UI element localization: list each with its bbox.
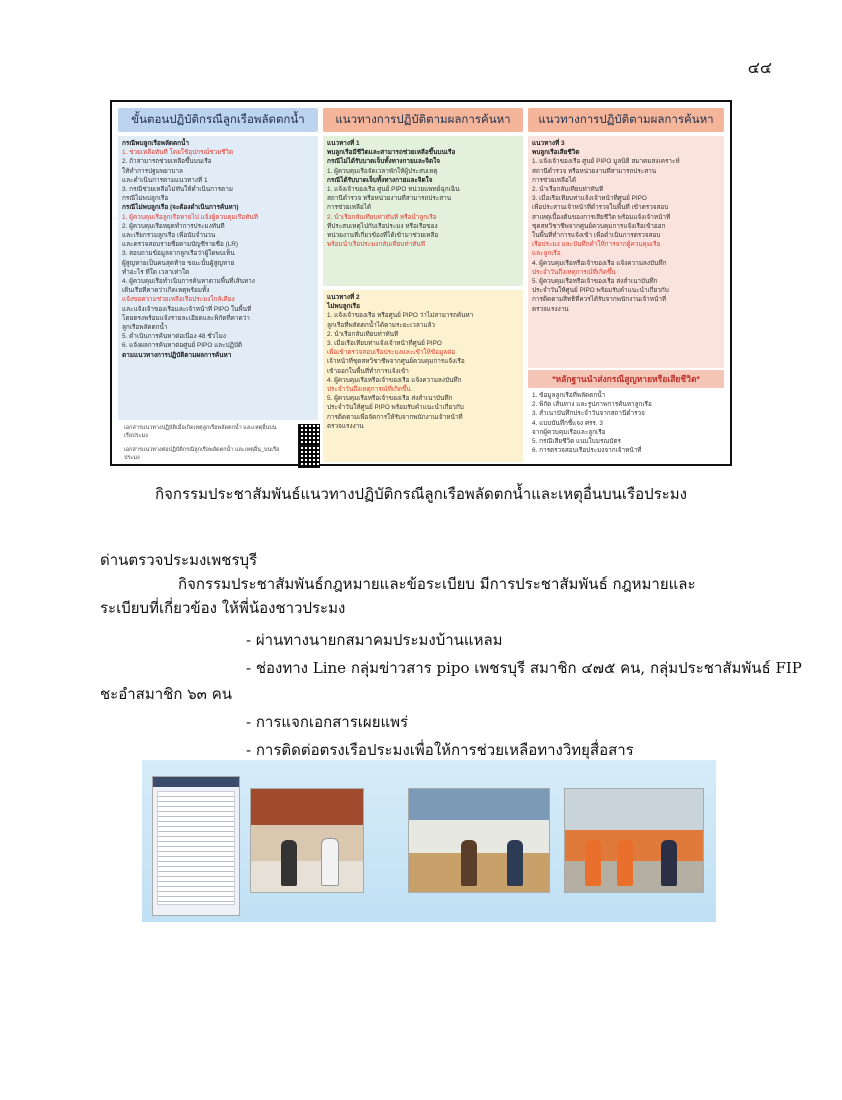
guideline-1-panel — [323, 136, 523, 286]
photo-pier-distribution — [564, 788, 704, 893]
panel-line: พบลูกเรือมีชีวิตและสามารถช่วยเหลือขึ้นบนเรือ — [327, 149, 456, 157]
panel-line: แจ้งขอความช่วยเหลือเรือประมงใกล้เคียง — [122, 296, 235, 304]
panel-line: กรณีได้รับบาดเจ็บทั้งทางกายและจิตใจ — [327, 176, 433, 184]
evidence-item: จากผู้ควบคุมเรือและลูกเรือ — [532, 428, 606, 436]
bullet-item: - ผ่านทางนายกสมาคมประมงบ้านแหลม — [246, 631, 503, 649]
panel-line: 6. แจ้งผลการค้นหาต่อศูนย์ PIPO และปฏิบัติ — [122, 342, 243, 350]
panel-line: หน่วยงานที่เกี่ยวข้องที่ได้เข้ามาช่วยเหลือ — [327, 232, 439, 240]
photo-office-meeting — [408, 788, 550, 893]
results-column-b — [528, 108, 724, 455]
panel-line: ประจำวันให้ศูนย์ PIPO พร้อมรับคำแนะนำเกี่ยวกับ — [532, 287, 669, 295]
panel-line: 1. ช่วยเหลือทันที โดยใช้อุปกรณ์ช่วยชีวิต — [122, 149, 234, 157]
panel-line: 4. ผู้ควบคุมเรือหรือเจ้าของเรือ แจ้งความลงบันทึก — [532, 259, 667, 267]
panel-line: เพื่อประสานเจ้าหน้าที่ตำรวจในพื้นที่ เข้าตรวจสอบ — [532, 204, 669, 212]
section-title: ด่านตรวจประมงเพชรบุรี — [100, 551, 258, 569]
panel-line: 5. ดำเนินการค้นหาต่อเนื่อง 48 ชั่วโมง — [122, 333, 226, 341]
person-figure — [461, 840, 477, 886]
panel-line: พบลูกเรือเสียชีวิต — [532, 149, 580, 157]
panel-line: ชุดสหวิชาชีพจากศูนย์ควบคุมการแจ้งเรือเข้าออก — [532, 222, 666, 230]
panel-line: เพื่อเข้าตรวจสอบเรือประมงและเข้าให้ข้อมูลต่อ — [327, 349, 456, 357]
panel-line: กรณีพบลูกเรือพลัดตกน้ำ — [122, 140, 189, 147]
panel-line: ประจำวันถึงเหตุการณ์ที่เกิดขึ้น — [327, 386, 411, 394]
page-number: ๔๔ — [747, 58, 772, 77]
person-figure — [617, 840, 633, 886]
panel-line: 1. ผู้ควบคุมเรือจัดเวลาพักให้ผู้ประสบเหตุ — [327, 167, 438, 175]
panel-line: ไม่พบลูกเรือ — [327, 303, 360, 311]
bullet-continuation: ชะอำสมาชิก ๖๓ คน — [100, 685, 232, 703]
panel-line: และตรวจสอบรายชื่อตามบัญชีรายชื่อ (LR) — [122, 241, 239, 249]
panel-line: ลูกเรือที่พลัดตกน้ำได้ตามระยะเวลาแล้ว — [327, 321, 435, 329]
panel-line: ในพื้นที่ทำการแจ้งเข้า เพื่อดำเนินการตรวจสอบ — [532, 232, 661, 240]
evidence-item: 4. แบบบันทึกชี้แจง ศรร. 3 — [532, 419, 603, 427]
panel-line: กรณีไม่ได้รับบาดเจ็บทั้งทางกายและจิตใจ — [327, 158, 440, 166]
panel-line: 5. ผู้ควบคุมเรือหรือเจ้าของเรือ ส่งสำเนาบันทึก — [532, 278, 658, 286]
panel-line: 3. กรณีช่วยเหลือไม่ทันให้ดำเนินการตาม — [122, 186, 233, 194]
panel-line: โดยตรงพร้อมแจ้งรายละเอียดและพิกัดที่คาดว่า — [122, 314, 250, 322]
panel-line: แนวทางที่ 1 — [327, 140, 360, 147]
panel-line: 2. ถ้าสามารถช่วยเหลือขึ้นบนเรือ — [122, 158, 212, 166]
panel-line: 3. เมื่อเรือเทียบท่าแจ้งเจ้าหน้าที่ศูนย์ PIPO — [532, 195, 647, 203]
qr-note-text: เอกสารแนวทางปฏิบัติเมื่อเกิดเหตุลูกเรือพลัดตกน้ำ และเหตุอื่นบนเรือประมง — [124, 425, 277, 439]
evidence-item: 5. กรณีเสียชีวิต แนบใบมรณบัตร — [532, 438, 621, 446]
person-figure — [585, 840, 601, 886]
photo-collage — [142, 760, 716, 922]
paragraph: กิจกรรมประชาสัมพันธ์กฎหมายและข้อระเบียบ มีการประชาสัมพันธ์ กฎหมายและระเบียบที่เกี่ยวข้อง ให้พี่น้องชาวประมง — [100, 575, 696, 617]
line-chat-screenshot — [152, 776, 240, 916]
panel-line: ประจำวันให้ศูนย์ PIPO พร้อมรับคำแนะนำเกี่ยวกับ — [327, 404, 464, 412]
panel-line: ลูกเรือพลัดตกน้ำ — [122, 324, 168, 332]
figure-caption: กิจกรรมประชาสัมพันธ์แนวทางปฏิบัติกรณีลูกเรือพลัดตกน้ำและเหตุอื่นบนเรือประมง — [155, 485, 687, 503]
panel-line: เรือประมง และบันทึกคำให้การจากผู้ควบคุมเรือ — [532, 241, 661, 249]
panel-line: ทำอะไร ที่ใด เวลาเท่าใด — [122, 268, 190, 276]
results-header: แนวทางการปฏิบัติตามผลการค้นหา — [323, 108, 523, 132]
panel-line: การติดตามเพื่อจัดการให้รับจากพนักงานเจ้าหน้าที่ — [327, 413, 463, 421]
panel-line: ที่ประสบเหตุไปกับเรือประมง หรือเรือของ — [327, 222, 438, 230]
panel-line: การช่วยเหลือได้ — [327, 204, 372, 212]
panel-line: 3. เมื่อเรือเทียบท่าแจ้งเจ้าหน้าที่ศูนย์ PIPO — [327, 340, 442, 348]
panel-line: 2. นำเรือกลับเทียบท่าทันที หรือนำลูกเรือ — [327, 213, 437, 221]
panel-line: การติดตามสิทธิที่ควรได้รับจากพนักงานเจ้าหน้าที่ — [532, 296, 667, 304]
procedure-header: ขั้นตอนปฏิบัติกรณีลูกเรือพลัดตกน้ำ — [118, 108, 318, 132]
qr-note-1 — [124, 424, 320, 440]
results-header: แนวทางการปฏิบัติตามผลการค้นหา — [528, 108, 724, 132]
panel-line: เข้าออกในพื้นที่ทำการแจ้งเข้า — [327, 367, 409, 375]
qr-note-2 — [124, 446, 320, 462]
chat-message-bubble — [157, 791, 235, 905]
qr-code-icon — [298, 424, 320, 446]
bullet-item: - ช่องทาง Line กลุ่มข่าวสาร pipo เพชรบุรี สมาชิก ๔๗๕ คน, กลุ่มประชาสัมพันธ์ FIP — [246, 659, 802, 677]
panel-line: และแจ้งเจ้าของเรือและเจ้าหน้าที่ PIPO ในพื้นที่ — [122, 305, 252, 313]
panel-line: ผู้สูญหายเป็นคนสุดท้าย ขณะนั้นผู้สูญหาย — [122, 259, 235, 267]
panel-line: เจ้าหน้าที่ชุดสหวิชาชีพจากศูนย์ควบคุมการแจ้งเรือ — [327, 358, 465, 366]
panel-line: ประจำวันถึงเหตุการณ์ที่เกิดขึ้น — [532, 268, 616, 276]
panel-line: กรณีไม่พบลูกเรือ — [122, 195, 169, 203]
chat-header-bar — [153, 777, 239, 787]
guideline-3-panel — [528, 136, 724, 368]
panel-line: 1. ผู้ควบคุมเรือลูกเรือหายไป แจ้งผู้ควบคุมเรือทันที — [122, 213, 258, 221]
evidence-header: *หลักฐานนำส่งกรณีสูญหายหรือเสียชีวิต* — [528, 370, 724, 388]
guideline-2-panel — [323, 290, 523, 462]
panel-line: และดำเนินการตามแนวทางที่ 1 — [122, 176, 208, 184]
bullet-item: - การแจกเอกสารเผยแพร่ — [246, 713, 409, 731]
photo-document-handover — [250, 788, 364, 893]
panel-line: 4. ผู้ควบคุมเรือหรือเจ้าของเรือ แจ้งความลงบันทึก — [327, 376, 462, 384]
panel-line: ตรวจแรงงาน — [532, 305, 569, 313]
panel-line: ตรวจแรงงาน — [327, 422, 364, 430]
evidence-list — [528, 388, 724, 464]
panel-line: 2. ผู้ควบคุมเรือหยุดทำการประมงทันที — [122, 222, 225, 230]
panel-line: 1. แจ้งเจ้าของเรือ ศูนย์ PIPO หน่วยแพทย์ฉุกเฉิน — [327, 186, 460, 194]
panel-line: สถานีตำรวจ หรือหน่วยงานที่สามารถประสาน — [532, 167, 657, 175]
panel-line: 2. นำเรือกลับเทียบท่าทันที — [327, 330, 399, 338]
qr-note-text: เอกสารแนวทางต่อปฏิบัติกรณีลูกเรือพลัดตกน้ำ และเหตุอื่น_บนเรือประมง — [124, 447, 280, 461]
procedure-column — [118, 108, 318, 461]
panel-line: สาเหตุเบื้องต้นของการเสียชีวิต พร้อมแจ้งเจ้าหน้าที่ — [532, 213, 671, 221]
panel-line: ตามแนวทางการปฏิบัติตามผลการค้นหา — [122, 351, 232, 359]
panel-line: กรณีไม่พบลูกเรือ (จะต้องดำเนินการค้นหา) — [122, 204, 239, 212]
panel-line: แนวทางที่ 2 — [327, 294, 360, 301]
person-figure — [507, 840, 523, 886]
person-figure — [281, 840, 297, 886]
panel-line: สถานีตำรวจ หรือหน่วยงานที่สามารถประสาน — [327, 195, 452, 203]
panel-line: 4. ผู้ควบคุมเรือทำเนินการค้นหาตามพื้นที่เส้นทาง — [122, 278, 255, 286]
procedure-infographic — [110, 100, 732, 466]
evidence-item: 1. ข้อมูลลูกเรือที่พลัดตกน้ำ — [532, 392, 606, 399]
evidence-item: 2. พิกัด เส้นทาง และรูปภาพการค้นหาลูกเรือ — [532, 401, 652, 409]
person-figure — [661, 840, 677, 886]
panel-line: และลูกเรือ — [532, 250, 561, 258]
panel-line: 2. นำเรือกลับเทียบท่าทันที — [532, 186, 604, 194]
evidence-item: 3. สำเนาบันทึกประจำวันจากสถานีตำรวจ — [532, 410, 645, 418]
panel-line: 3. สอบถามข้อมูลจากลูกเรือว่าผู้ใดพบเห็น — [122, 250, 235, 258]
procedure-panel — [118, 136, 318, 420]
panel-line: การช่วยเหลือได้ — [532, 176, 577, 184]
panel-line: และเรียกรวมลูกเรือ เพื่อนับจำนวน — [122, 232, 216, 240]
panel-line: แนวทางที่ 3 — [532, 140, 565, 147]
person-figure — [321, 838, 339, 886]
panel-line: 1. แจ้งเจ้าของเรือ หรือศูนย์ PIPO ว่าไม่สามารถค้นหา — [327, 312, 474, 320]
results-column-a — [323, 108, 523, 430]
panel-line: 1. แจ้งเจ้าของเรือ ศูนย์ PIPO มูลนิธิ สมาคมสงเคราะห์ — [532, 158, 680, 166]
bullet-item: - การติดต่อตรงเรือประมงเพื่อให้การช่วยเหลือทางวิทยุสื่อสาร — [246, 741, 634, 759]
qr-code-icon — [298, 446, 320, 468]
panel-line: เดินเรือที่คาดว่าเกิดเหตุพร้อมทั้ง — [122, 287, 210, 295]
panel-line: พร้อมนำเรือประมงกลับเทียบท่าทันที — [327, 241, 425, 249]
panel-line: 5. ผู้ควบคุมเรือหรือเจ้าของเรือ ส่งสำเนาบันทึก — [327, 395, 453, 403]
evidence-item: 6. การตรวจสอบเรือประมงจากเจ้าหน้าที่ — [532, 447, 642, 455]
panel-line: ให้ทำการปฐมพยาบาล — [122, 167, 183, 175]
